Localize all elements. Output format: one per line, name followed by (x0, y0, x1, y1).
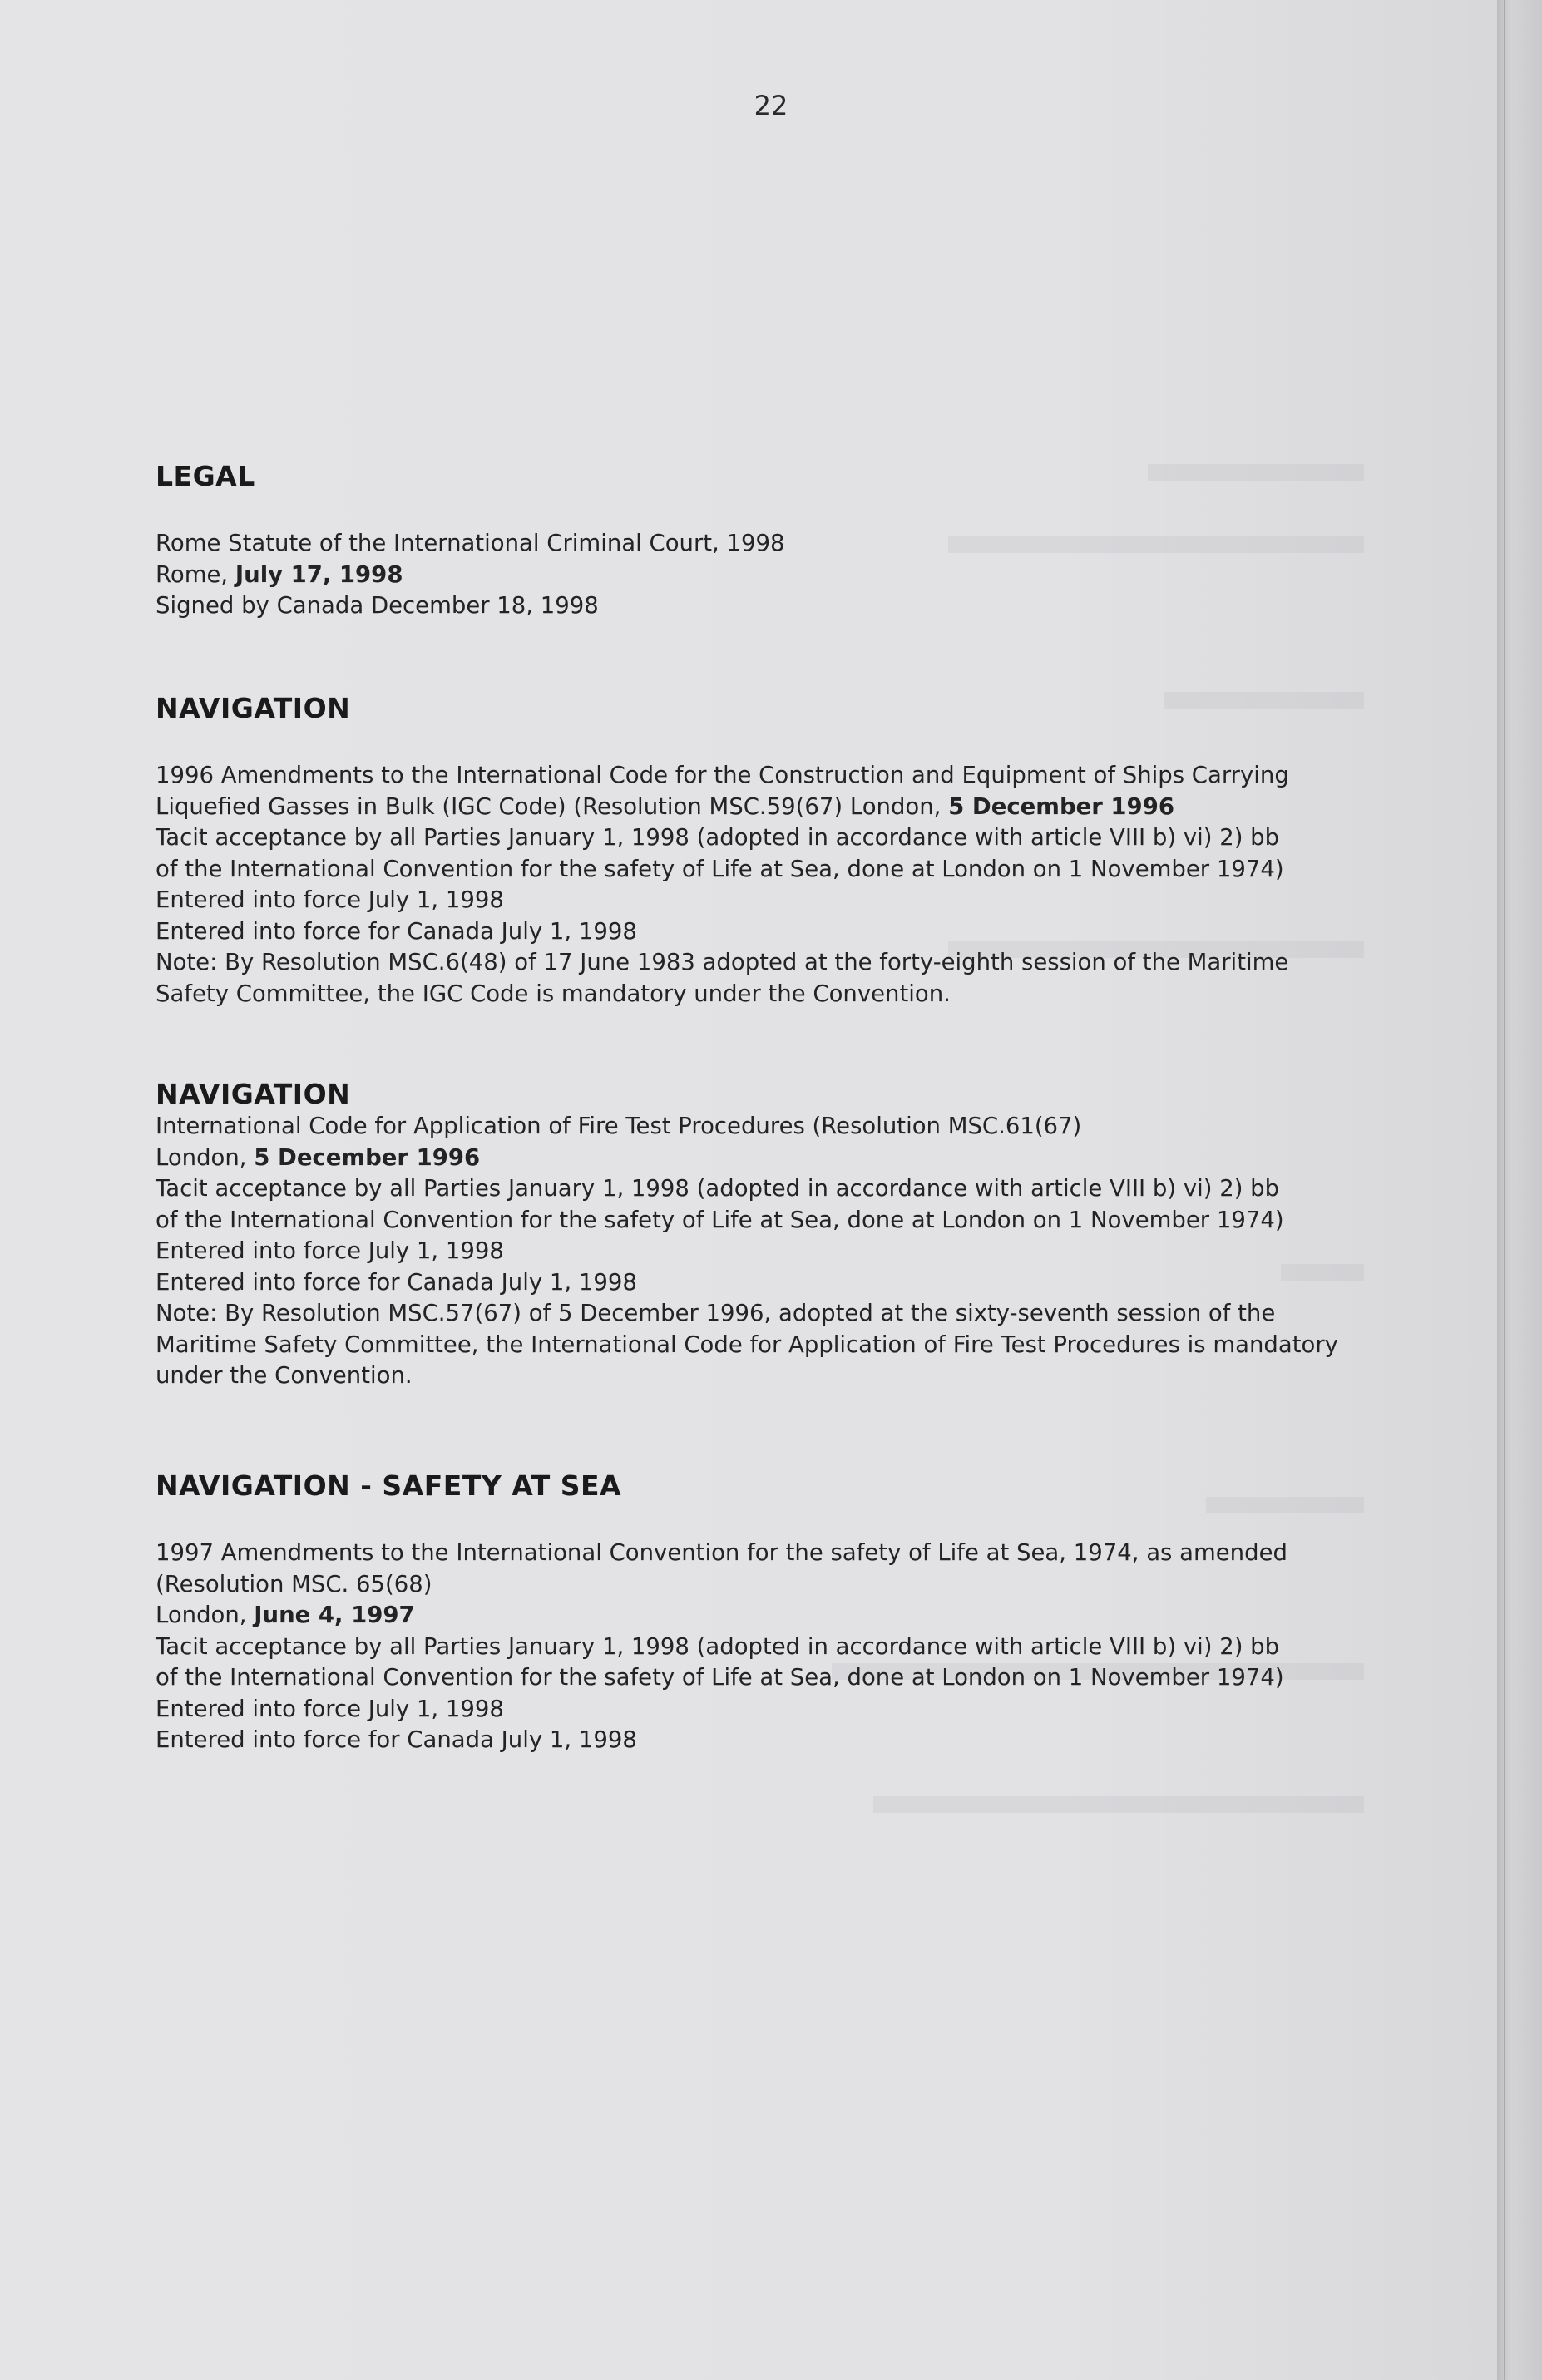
text-line: 1997 Amendments to the International Convention for the safety of Life at Sea, 1974, as amended (156, 1539, 1287, 1566)
section-navigation-safety-at-sea (156, 1469, 1378, 1756)
text-line: London, 5 December 1996 (156, 1143, 481, 1171)
text-line: Rome Statute of the International Criminal Court, 1998 (156, 530, 785, 556)
page-number: 22 (754, 90, 788, 121)
bleed-through-mark (873, 1796, 1364, 1813)
text-line: of the International Convention for the safety of Life at Sea, done at London on 1 November 1974) (156, 1206, 1284, 1233)
section-heading: NAVIGATION (156, 1078, 351, 1110)
text-line: Rome, July 17, 1998 (156, 560, 403, 588)
page-edge-line (1504, 0, 1505, 2380)
text-line: Entered into force for Canada July 1, 1998 (156, 1268, 637, 1296)
text-line: of the International Convention for the safety of Life at Sea, done at London on 1 November 1974) (156, 855, 1284, 882)
section-legal (156, 460, 1378, 622)
text-line: Entered into force for Canada July 1, 1998 (156, 1726, 637, 1753)
text-line: under the Convention. (156, 1362, 413, 1389)
text-line: Safety Committee, the IGC Code is mandatory under the Convention. (156, 980, 951, 1007)
text-line: Entered into force July 1, 1998 (156, 1695, 504, 1722)
text-line: London, June 4, 1997 (156, 1602, 415, 1628)
text-line: Note: By Resolution MSC.6(48) of 17 June 1983 adopted at the forty-eighth session of the Maritime (156, 949, 1289, 975)
text-line: Maritime Safety Committee, the International Code for Application of Fire Test Procedures is mandatory (156, 1331, 1338, 1358)
section-heading: NAVIGATION - SAFETY AT SEA (156, 1469, 622, 1502)
text-line: Signed by Canada December 18, 1998 (156, 592, 599, 619)
text-line: Entered into force for Canada July 1, 1998 (156, 917, 637, 945)
section-heading: NAVIGATION (156, 692, 351, 724)
text-line: Liquefied Gasses in Bulk (IGC Code) (Resolution MSC.59(67) London, 5 December 1996 (156, 793, 1174, 820)
section-navigation-fire-test (156, 1078, 1378, 1392)
text-line: Note: By Resolution MSC.57(67) of 5 December 1996, adopted at the sixty-seventh session of the (156, 1300, 1276, 1326)
text-line: International Code for Application of Fire Test Procedures (Resolution MSC.61(67) (156, 1113, 1082, 1139)
text-line: Entered into force July 1, 1998 (156, 1237, 504, 1264)
section-heading: LEGAL (156, 460, 255, 492)
text-line: Tacit acceptance by all Parties January 1, 1998 (adopted in accordance with article VIII b) vi) 2) bb (156, 1632, 1280, 1660)
text-line: of the International Convention for the safety of Life at Sea, done at London on 1 November 1974) (156, 1664, 1284, 1691)
text-line: Entered into force July 1, 1998 (156, 886, 504, 913)
text-line: Tacit acceptance by all Parties January 1, 1998 (adopted in accordance with article VIII b) vi) 2) bb (156, 824, 1280, 851)
text-line: 1996 Amendments to the International Code for the Construction and Equipment of Ships Carrying (156, 762, 1289, 788)
text-line: (Resolution MSC. 65(68) (156, 1570, 432, 1597)
section-navigation-igc-code (156, 692, 1378, 1010)
text-line: Tacit acceptance by all Parties January 1, 1998 (adopted in accordance with article VIII b) vi) 2) bb (156, 1175, 1280, 1202)
